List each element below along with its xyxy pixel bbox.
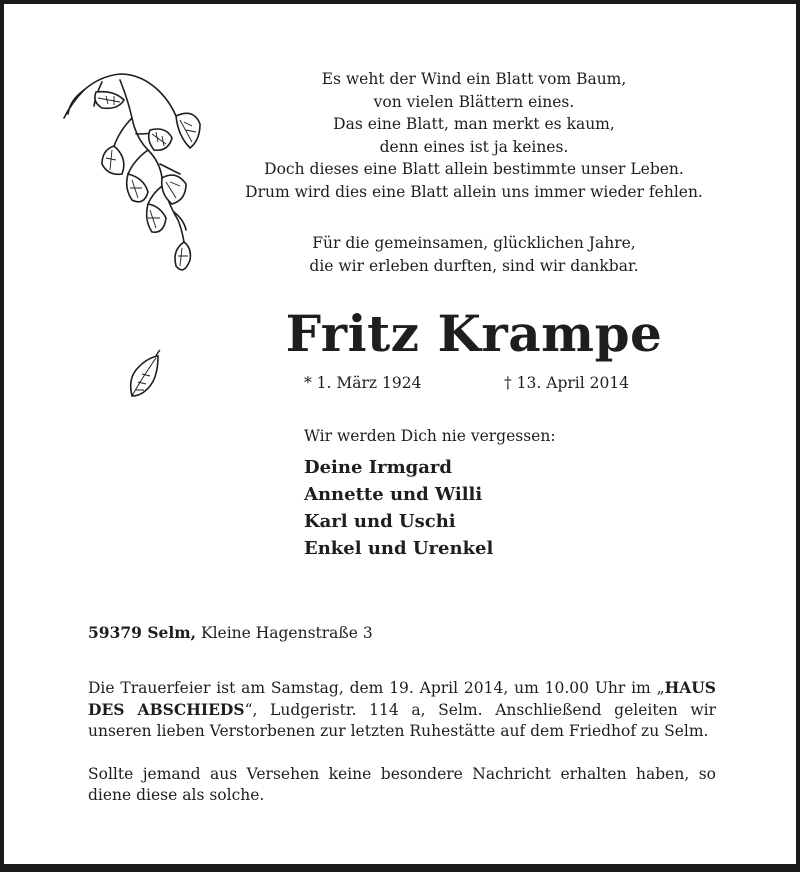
obituary-notice	[4, 4, 796, 864]
poem-line: Doch dieses eine Blatt allein bestimmte unser Leben.	[264, 160, 684, 178]
never-forget-line: Wir werden Dich nie vergessen:	[304, 427, 556, 445]
mourner-name: Enkel und Urenkel	[304, 538, 494, 559]
poem-line: denn eines ist ja keines.	[379, 137, 569, 156]
poem-line: Es weht der Wind ein Blatt vom Baum,	[321, 70, 627, 88]
funeral-intro: Die Trauerfeier ist am Samstag, dem 19. April 2014, um 10.00 Uhr im „	[88, 679, 665, 697]
funeral-rest: “, Ludgeristr. 114 a, Selm. Anschließend geleiten wir unseren lieben Verstorbenen zur letzten Ruhestätte auf dem Friedhof zu Selm.	[88, 701, 716, 740]
mourner-name: Annette und Willi	[304, 484, 483, 505]
family-address	[88, 622, 373, 644]
deceased-name: Fritz Krampe	[285, 304, 663, 363]
thanks-line: Für die gemeinsamen, glücklichen Jahre,	[312, 234, 636, 252]
notice-text: Sollte jemand aus Versehen keine besondere Nachricht erhalten haben, so diene diese als solche.	[88, 765, 716, 804]
address-place: 59379 Selm,	[88, 623, 197, 642]
poem-line: Das eine Blatt, man merkt es kaum,	[333, 115, 615, 133]
funeral-venue: HAUS DES ABSCHIEDS	[88, 678, 716, 719]
thanks-text	[174, 232, 774, 277]
address-street: Kleine Hagenstraße 3	[196, 624, 373, 642]
poem-line: von vielen Blättern eines.	[373, 92, 575, 111]
thanks-line: die wir erleben durften, sind wir dankbar.	[309, 256, 639, 275]
poem-line: Drum wird dies eine Blatt allein uns immer wieder fehlen.	[245, 182, 703, 201]
leaf-icon	[126, 346, 162, 402]
mourners-list	[304, 454, 493, 562]
mourner-name: Deine Irmgard	[304, 457, 452, 478]
mourner-name: Karl und Uschi	[304, 511, 456, 532]
birth-date: * 1. März 1924	[304, 374, 422, 392]
funeral-info	[88, 677, 716, 742]
death-date: † 13. April 2014	[504, 374, 630, 392]
poem	[174, 68, 774, 203]
